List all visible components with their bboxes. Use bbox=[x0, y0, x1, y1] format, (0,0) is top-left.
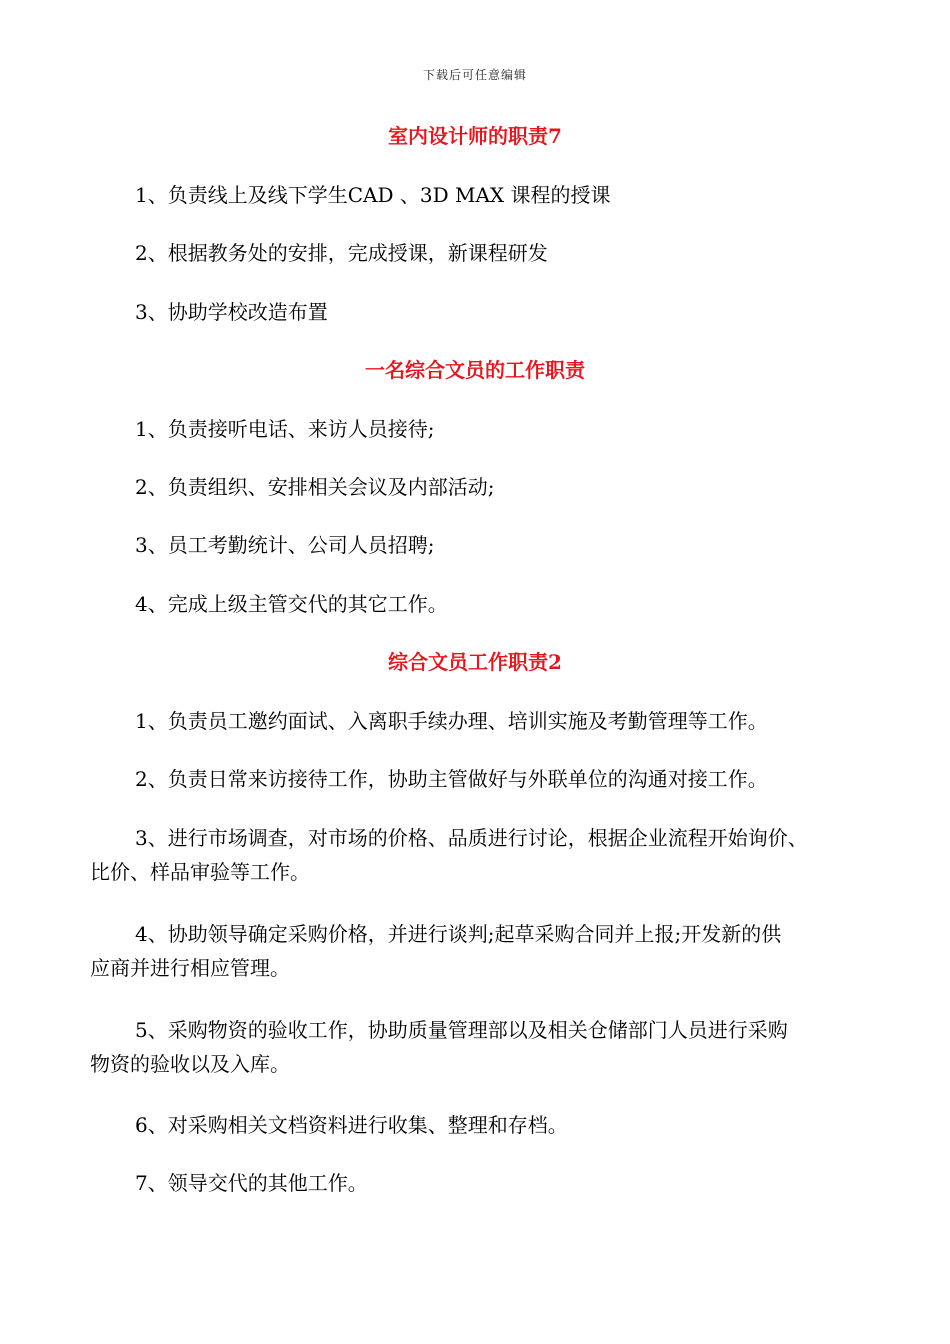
item-text: 1、负责线上及线下学生CAD 、3D MAX 课程的授课 bbox=[135, 183, 611, 207]
item-text-continuation: 物资的验收以及入库。 bbox=[90, 1052, 290, 1076]
list-item bbox=[90, 762, 880, 796]
item-text: 5、采购物资的验收工作，协助质量管理部以及相关仓储部门人员进行采购 bbox=[135, 1018, 788, 1042]
list-item bbox=[90, 704, 880, 738]
section-title-clerk-duties: 一名综合文员的工作职责 bbox=[365, 358, 585, 382]
section-title-interior-designer: 室内设计师的职责7 bbox=[388, 124, 562, 148]
item-text: 2、根据教务处的安排，完成授课，新课程研发 bbox=[135, 241, 548, 265]
item-text: 1、负责接听电话、来访人员接待; bbox=[135, 417, 435, 441]
item-text: 3、协助学校改造布置 bbox=[135, 300, 328, 324]
list-item bbox=[90, 528, 880, 562]
list-item bbox=[90, 1108, 880, 1142]
item-text: 2、负责日常来访接待工作，协助主管做好与外联单位的沟通对接工作。 bbox=[135, 767, 768, 791]
list-item bbox=[90, 1166, 880, 1200]
item-text: 7、领导交代的其他工作。 bbox=[135, 1171, 368, 1195]
list-item bbox=[90, 587, 880, 621]
item-text: 3、进行市场调查，对市场的价格、品质进行讨论，根据企业流程开始询价、 bbox=[135, 826, 808, 850]
list-item bbox=[90, 1013, 880, 1081]
item-text: 2、负责组织、安排相关会议及内部活动; bbox=[135, 475, 495, 499]
item-text: 1、负责员工邀约面试、入离职手续办理、培训实施及考勤管理等工作。 bbox=[135, 709, 768, 733]
list-item bbox=[90, 470, 880, 504]
section-title-clerk-duties-2: 综合文员工作职责2 bbox=[388, 650, 562, 674]
list-item bbox=[90, 295, 880, 329]
list-item bbox=[90, 821, 880, 889]
item-text-continuation: 应商并进行相应管理。 bbox=[90, 956, 290, 980]
item-text-continuation: 比价、样品审验等工作。 bbox=[90, 860, 310, 884]
list-item bbox=[90, 178, 880, 212]
item-text: 3、员工考勤统计、公司人员招聘; bbox=[135, 533, 435, 557]
header-note: 下载后可任意编辑 bbox=[422, 68, 527, 82]
item-text: 4、完成上级主管交代的其它工作。 bbox=[135, 592, 448, 616]
list-item bbox=[90, 236, 880, 270]
item-text: 6、对采购相关文档资料进行收集、整理和存档。 bbox=[135, 1113, 568, 1137]
item-text: 4、协助领导确定采购价格，并进行谈判;起草采购合同并上报;开发新的供 bbox=[135, 922, 782, 946]
list-item bbox=[90, 412, 880, 446]
list-item bbox=[90, 917, 880, 985]
